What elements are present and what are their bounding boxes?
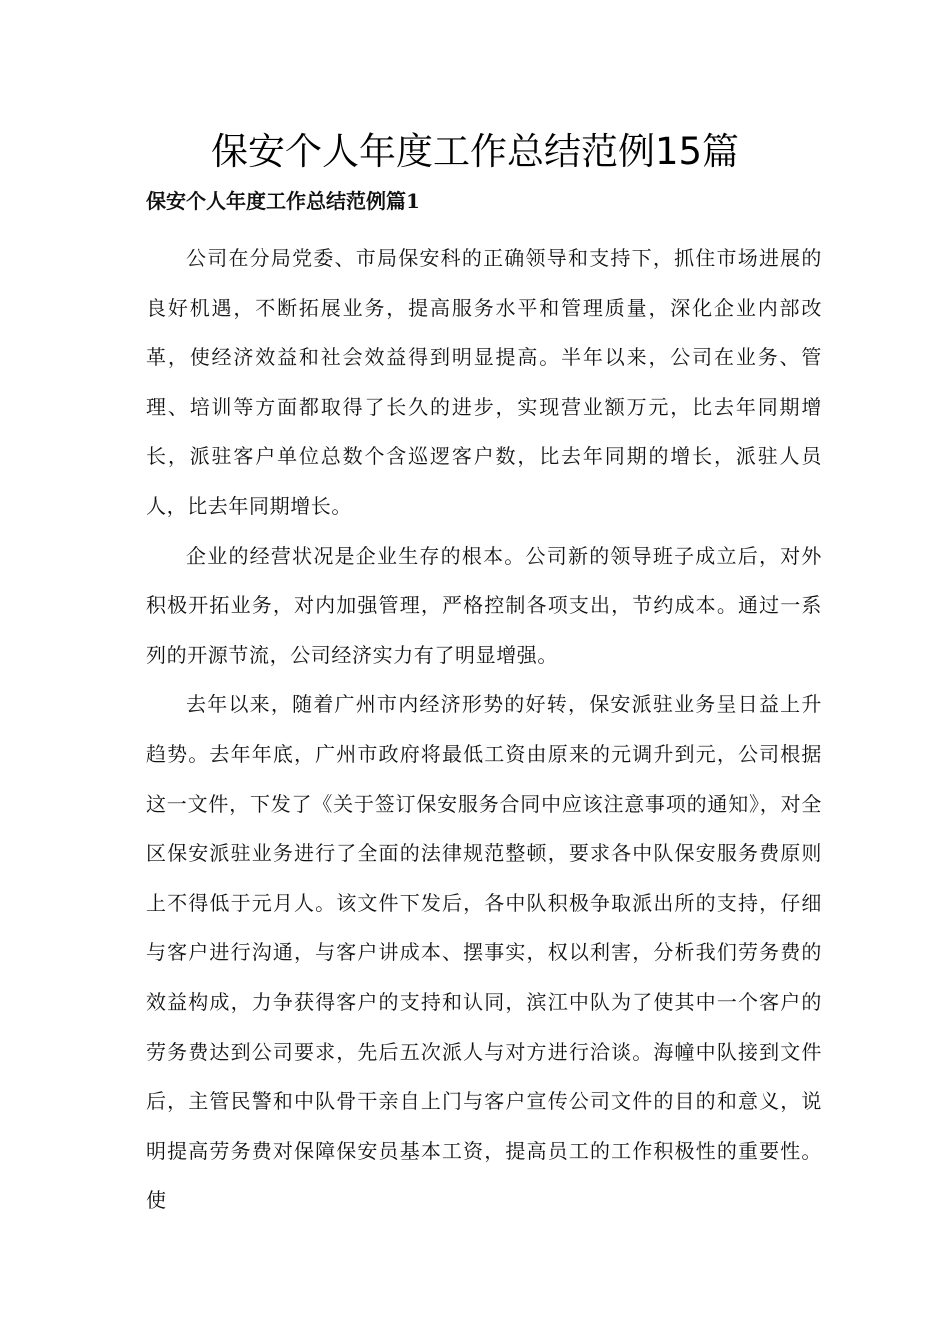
document-title: 保安个人年度工作总结范例15篇 — [210, 130, 740, 173]
section-heading: 保安个人年度工作总结范例篇1 — [146, 189, 420, 213]
paragraph-3: 去年以来，随着广州市内经济形势的好转，保安派驻业务呈日益上升趋势。去年年底，广州市政府将最低工资由原来的元调升到元，公司根据这一文件，下发了《关于签订保安服务合同中应该注意事项的通知》，对全区保安派驻业务进行了全面的法律规范整顿，要求各中队保安服务费原则上不得低于元月人。该文件下发后，各中队积极争取派出所的支持，仔细与客户进行沟通，与客户讲成本、摆事实，权以利害，分析我们劳务费的效益构成，力争获得客户的支持和认同，滨江中队为了使其中一个客户的劳务费达到公司要求，先后五次派人与对方进行洽谈。海幢中队接到文件后，主管民警和中队骨干亲自上门与客户宣传公司文件的目的和意义，说明提高劳务费对保障保安员基本工资，提高员工的工作积极性的重要性。使 — [146, 692, 822, 1213]
paragraph-1: 公司在分局党委、市局保安科的正确领导和支持下，抓住市场进展的良好机遇，不断拓展业务，提高服务水平和管理质量，深化企业内部改革，使经济效益和社会效益得到明显提高。半年以来，公司在业务、管理、培训等方面都取得了长久的进步，实现营业额万元，比去年同期增长，派驻客户单位总数个含巡逻客户数，比去年同期的增长，派驻人员人，比去年同期增长。 — [146, 246, 822, 518]
document-body — [146, 234, 822, 1226]
paragraph-2: 企业的经营状况是企业生存的根本。公司新的领导班子成立后，对外积极开拓业务，对内加强管理，严格控制各项支出，节约成本。通过一系列的开源节流，公司经济实力有了明显增强。 — [146, 543, 822, 667]
